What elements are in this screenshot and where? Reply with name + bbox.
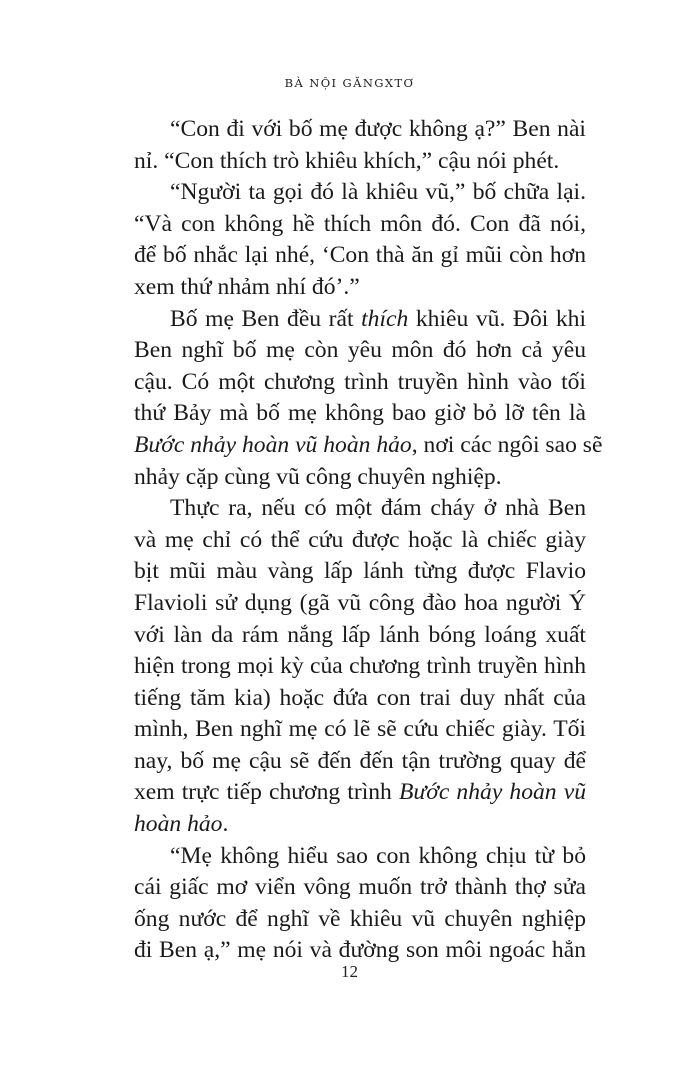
text-segment: nỉ. “Con thích trò khiêu khích,” cậu nói phét. bbox=[134, 147, 560, 174]
text-segment: cái giấc mơ viển vông muốn trở thành thợ sửa bbox=[134, 874, 586, 901]
text-segment: đi Ben ạ,” mẹ nói và đường son môi ngoác hẳn bbox=[134, 937, 586, 964]
text-line bbox=[134, 430, 603, 462]
text-line bbox=[134, 841, 586, 873]
text-line bbox=[134, 462, 586, 494]
text-line bbox=[134, 651, 586, 683]
text-segment: nhảy cặp cùng vũ công chuyên nghiệp. bbox=[134, 463, 502, 490]
text-line bbox=[134, 872, 586, 904]
text-line bbox=[134, 683, 586, 715]
text-segment: , nơi các ngôi sao sẽ bbox=[411, 431, 603, 458]
text-segment: Flavioli sử dụng (gã vũ công đào hoa người Ý bbox=[134, 589, 586, 616]
text-segment: . bbox=[222, 811, 229, 838]
text-line bbox=[134, 493, 586, 525]
text-segment: thứ Bảy mà bố mẹ không bao giờ bỏ lỡ tên là bbox=[134, 400, 586, 427]
text-line bbox=[134, 809, 586, 841]
italic-text: Bước nhảy hoàn vũ bbox=[398, 779, 586, 806]
italic-text: hoàn hảo bbox=[134, 811, 223, 838]
paragraph bbox=[134, 114, 586, 177]
text-line bbox=[134, 588, 586, 620]
text-segment: với làn da rám nắng lấp lánh bóng loáng xuất bbox=[134, 621, 586, 648]
text-line bbox=[134, 240, 586, 272]
text-line bbox=[134, 398, 586, 430]
text-segment: hiện trong mọi kỳ của chương trình truyền hình bbox=[134, 653, 586, 680]
text-segment: Thực ra, nếu có một đám cháy ở nhà Ben bbox=[170, 495, 586, 522]
text-line bbox=[134, 209, 586, 241]
text-line bbox=[134, 272, 586, 304]
text-segment: “Con đi với bố mẹ được không ạ?” Ben nài bbox=[170, 116, 586, 142]
text-segment: nay, bố mẹ cậu sẽ đến đến tận trường quay để bbox=[134, 747, 586, 774]
text-segment: Ben nghĩ bố mẹ còn yêu môn đó hơn cả yêu bbox=[134, 337, 586, 364]
text-segment: xem trực tiếp chương trình bbox=[134, 779, 399, 806]
text-line bbox=[134, 777, 586, 809]
text-line bbox=[134, 714, 586, 746]
text-segment: tiếng tăm kia) hoặc đứa con trai duy nhất của bbox=[134, 684, 586, 711]
text-segment: xem thứ nhảm nhí đó’.” bbox=[134, 273, 360, 300]
text-line bbox=[134, 177, 586, 209]
text-line bbox=[134, 335, 586, 367]
text-line bbox=[134, 304, 586, 336]
text-line bbox=[134, 556, 586, 588]
text-segment: “Người ta gọi đó là khiêu vũ,” bố chữa lại. bbox=[170, 179, 586, 206]
text-segment: ống nước để nghĩ về khiêu vũ chuyên nghiệp bbox=[134, 905, 586, 932]
running-head: BÀ NỘI GĂNGXTƠ bbox=[284, 76, 415, 90]
paragraph bbox=[134, 177, 586, 303]
text-segment: “Và con không hề thích môn đó. Con đã nói, bbox=[134, 210, 586, 237]
text-segment: và mẹ chỉ có thể cứu được hoặc là chiếc giày bbox=[134, 526, 586, 553]
paragraph bbox=[134, 841, 586, 967]
text-line bbox=[134, 114, 586, 146]
page-number: 12 bbox=[341, 962, 358, 981]
text-segment: khiêu vũ. Đôi khi bbox=[408, 305, 587, 332]
text-segment: mình, Ben nghĩ mẹ có lẽ sẽ cứu chiếc giày. Tối bbox=[134, 716, 586, 743]
italic-text: Bước nhảy hoàn vũ hoàn hảo bbox=[134, 431, 412, 458]
text-segment: để bố nhắc lại nhé, ‘Con thà ăn gỉ mũi còn hơn bbox=[134, 242, 586, 269]
text-line bbox=[134, 904, 586, 936]
paragraph bbox=[134, 304, 603, 494]
text-line bbox=[134, 146, 586, 178]
text-line bbox=[134, 746, 586, 778]
paragraph bbox=[134, 493, 586, 841]
text-segment: cậu. Có một chương trình truyền hình vào tối bbox=[134, 368, 586, 395]
text-segment: “Mẹ không hiểu sao con không chịu từ bỏ bbox=[170, 842, 586, 869]
text-line bbox=[134, 367, 586, 399]
text-line bbox=[134, 620, 586, 652]
italic-text: thích bbox=[361, 305, 409, 332]
body-text bbox=[134, 114, 603, 967]
text-line bbox=[134, 525, 586, 557]
text-segment: bịt mũi màu vàng lấp lánh từng được Flavio bbox=[134, 558, 586, 585]
text-segment: Bố mẹ Ben đều rất bbox=[170, 305, 362, 332]
